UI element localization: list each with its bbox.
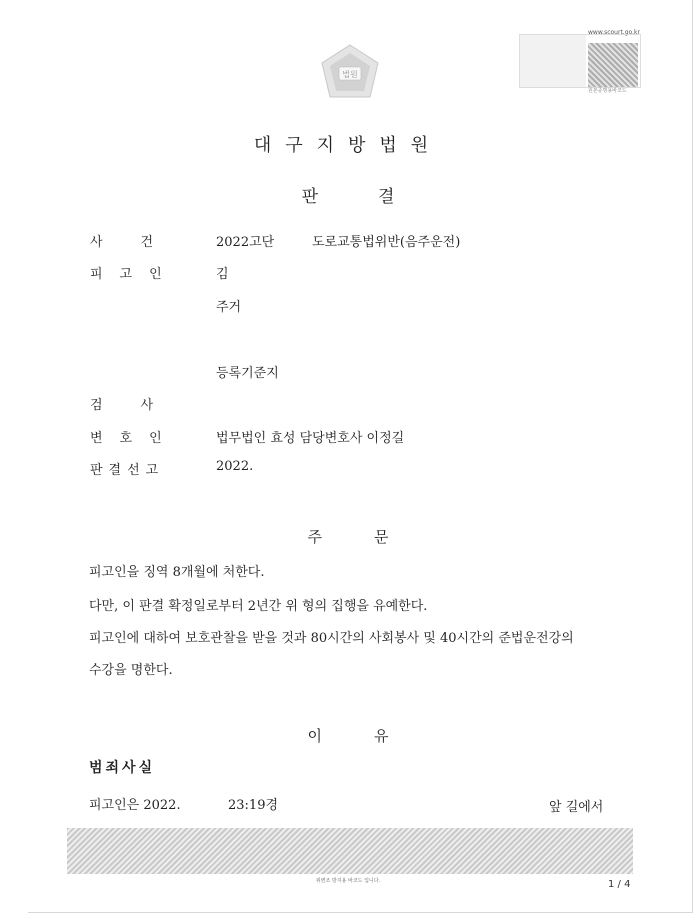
order-line: 피고인에 대하여 보호관찰을 받을 것과 80시간의 사회봉사 및 40시간의 준법운전강의	[89, 631, 574, 646]
barcode-caption: 원본증명용바코드	[588, 88, 627, 94]
counsel-label: 변호인	[90, 431, 179, 446]
page-number: 1 / 4	[608, 879, 631, 890]
barcode-note: 위변조 방지용 바코드 입니다.	[315, 878, 381, 884]
crime-facts-heading: 범죄사실	[89, 760, 156, 776]
case-label: 사건	[90, 235, 192, 250]
defendant-label: 피고인	[90, 267, 179, 282]
redacted-area	[520, 35, 586, 87]
qr-code-icon	[588, 43, 638, 87]
prosecutor-label: 검사	[90, 398, 192, 413]
reasons-heading: 이유	[307, 727, 441, 745]
court-seal-icon	[318, 43, 382, 101]
registration-label: 등록기준지	[216, 366, 279, 381]
seal-label: 법원	[342, 70, 358, 79]
order-line: 피고인을 징역 8개월에 처한다.	[89, 565, 265, 580]
crime-line-end: 앞 길에서	[549, 800, 604, 815]
crime-line-time: 23:19경	[228, 798, 279, 813]
case-name: 도로교통법위반(음주운전)	[312, 235, 461, 250]
order-line: 수강을 명한다.	[89, 663, 173, 678]
case-number: 2022고단	[216, 235, 275, 250]
document-title: 판결	[301, 187, 455, 207]
anti-forgery-barcode	[67, 828, 633, 874]
order-line: 다만, 이 판결 확정일로부터 2년간 위 형의 집행을 유예한다.	[89, 599, 428, 614]
sentence-date-label: 판결선고	[90, 463, 165, 478]
verification-url: www.scourt.go.kr	[588, 29, 640, 36]
court-name: 대구지방법원	[253, 135, 443, 156]
counsel-name: 법무법인 효성 담당변호사 이정길	[216, 431, 405, 446]
verification-box	[519, 34, 641, 88]
sentence-date: 2022.	[216, 459, 254, 474]
crime-line-start: 피고인은 2022.	[89, 798, 181, 813]
order-heading: 주문	[307, 528, 441, 546]
residence-label: 주거	[216, 300, 242, 315]
defendant-name: 김	[216, 267, 229, 282]
